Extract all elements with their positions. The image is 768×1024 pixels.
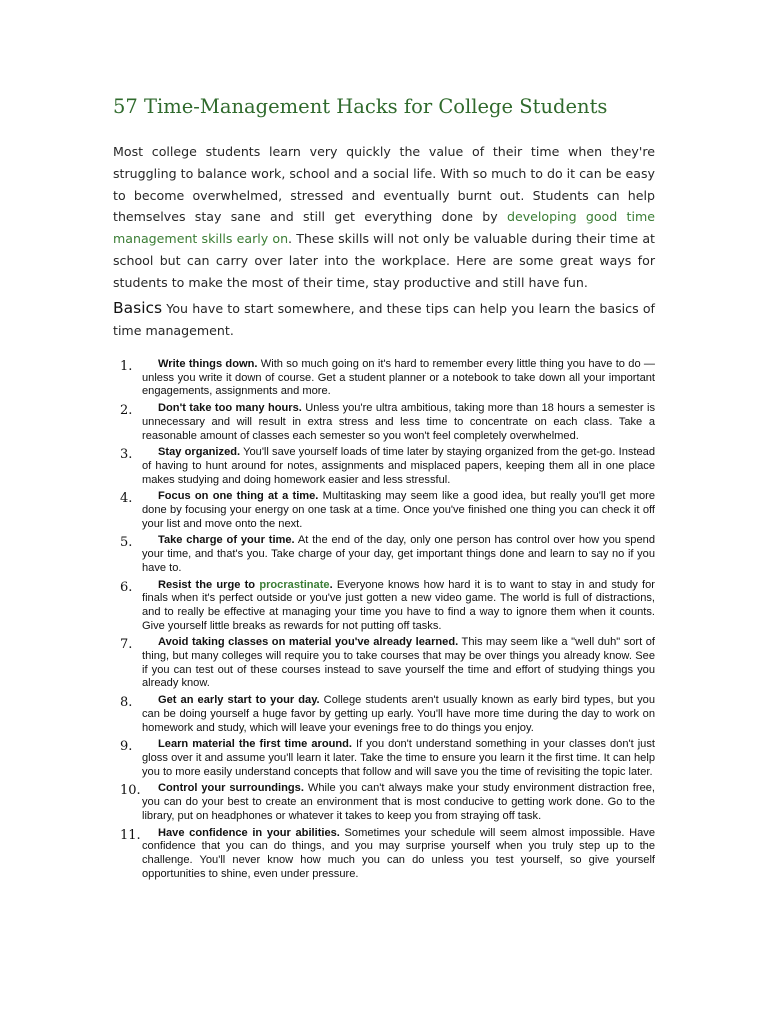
item-text <box>142 490 655 531</box>
list-item <box>0 694 768 735</box>
intro-text-end: . These skills will not only be valuable during their time at school but can carry over later into the workplace. Here are some great ways for students to make the most of their time, stay productive and still have fun. <box>113 231 655 290</box>
list-item <box>0 782 768 823</box>
item-body: At the end of the day, only one person has control over how you spend your time, and that's you. Take charge of your day, get important things done and learn to say no if you have to. <box>142 534 655 574</box>
item-title-end: . <box>329 578 333 591</box>
item-title: Avoid taking classes on material you've already learned. <box>158 636 459 649</box>
list-item <box>0 402 768 443</box>
item-body: While you can't always make your study environment distraction free, you can do your best to create an environment that is most conducive to getting work done. Go to the library, put on headphones or whatever it takes to keep you from straying off task. <box>142 782 655 822</box>
intro-text-start: Most college students learn very quickly the value of their time when they're struggling to balance work, school and a social life. With so much to do it can be easy to become overwhelmed, stressed and eventually burnt out. Students can help themselves stay sane and still get everything done by <box>113 144 655 225</box>
item-body: College students aren't usually known as early bird types, but you can be doing yourself a huge favor by getting up early. You'll have more time during the day to work on homework and study, which will leave your evenings free to do things you enjoy. <box>142 694 655 734</box>
item-text <box>142 402 655 443</box>
item-text <box>142 694 655 735</box>
item-number: 1. <box>120 359 133 374</box>
item-number: 11. <box>120 827 141 843</box>
item-text <box>142 534 655 575</box>
item-text <box>142 358 655 399</box>
item-number: 9. <box>120 739 133 755</box>
list-item <box>0 358 768 399</box>
item-text <box>142 579 655 634</box>
item-title: Don't take too many hours. <box>158 402 302 415</box>
item-title: Have confidence in your abilities. <box>158 826 340 839</box>
item-text <box>142 782 655 823</box>
list-item <box>0 827 768 882</box>
list-item <box>0 534 768 575</box>
list-item <box>0 579 768 634</box>
basics-text: You have to start somewhere, and these tips can help you learn the basics of time management. <box>113 301 655 338</box>
item-number: 3. <box>120 447 133 463</box>
item-body: Unless you're ultra ambitious, taking more than 18 hours a semester is unnecessary and will result in extra stress and less time to concentrate on each class. Take a reasonable amount of classes each semester so you won't feel completely overwhelmed. <box>142 402 655 442</box>
item-number: 4. <box>120 491 133 507</box>
list-item <box>0 636 768 691</box>
item-body: Sometimes your schedule will seem almost impossible. Have confidence that you can do things, and you may surprise yourself when you truly step up to the challenge. You'll never know how much you can do unless you test yourself, so give yourself opportunities to shine, even under pressure. <box>142 826 655 880</box>
item-body: If you don't understand something in your classes don't just gloss over it and assume you'll learn it later. Take the time to ensure you learn it the first time. It can help you to more easily understand concepts that follow and will save you the time of revisiting the topic later. <box>142 738 655 778</box>
item-title: Write things down. <box>158 358 258 370</box>
article-title: 57 Time-Management Hacks for College Students <box>113 95 608 118</box>
item-body: Multitasking may seem like a good idea, but really you'll get more done by focusing your energy on one task at a time. Once you've finished one thing you can check it off your list and move onto the next. <box>142 490 655 530</box>
item-number: 10. <box>120 783 141 799</box>
item-text <box>142 446 655 487</box>
item-text <box>142 827 655 882</box>
item-text <box>142 636 655 691</box>
item-number: 8. <box>120 695 133 711</box>
item-title: Focus on one thing at a time. <box>158 490 319 503</box>
item-body: With so much going on it's hard to remember every little thing you have to do — unless you write it down of course. Get a student planner or a notebook to take down all your important engagements, assignments and more. <box>142 358 656 398</box>
item-title: Learn material the first time around. <box>158 738 353 751</box>
procrastinate-link[interactable]: procrastinate <box>259 578 330 591</box>
item-number: 6. <box>120 579 133 595</box>
item-title: Stay organized. <box>158 446 241 459</box>
item-title: Get an early start to your day. <box>158 694 320 707</box>
hacks-list <box>0 358 768 884</box>
item-title: Take charge of your time. <box>158 534 295 547</box>
list-item <box>0 738 768 779</box>
time-management-link[interactable]: developing good time management skills early on <box>113 209 655 247</box>
item-body: You'll save yourself loads of time later by staying organized from the get-go. Instead of having to hunt around for notes, assignments and misplaced papers, keeping them all in one place makes studying and doing homework easier and less stressful. <box>142 446 656 486</box>
item-title: Control your surroundings. <box>158 782 304 795</box>
item-body: This may seem like a "well duh" sort of thing, but many colleges will require you to take courses that may be over things you already know. See if you can test out of these courses instead to save yourself the time and effort of studying things you already know. <box>142 636 656 690</box>
intro-paragraph <box>113 141 655 294</box>
item-number: 7. <box>120 637 133 653</box>
item-body: Everyone knows how hard it is to want to stay in and study for finals when it's perfect outside or you've just gotten a new video game. The world is full of distractions, and to really be effective at managing your time you have to find a way to ignore them when it counts. Give yourself little breaks as rewards for not putting off tasks. <box>142 578 656 632</box>
basics-paragraph <box>113 298 655 342</box>
item-number: 2. <box>120 403 133 419</box>
item-number: 5. <box>120 535 133 551</box>
item-title-start: Resist the urge to <box>158 578 260 591</box>
item-title <box>158 579 333 591</box>
item-text <box>142 738 655 779</box>
list-item <box>0 446 768 487</box>
basics-heading: Basics <box>113 299 163 317</box>
list-item <box>0 490 768 531</box>
